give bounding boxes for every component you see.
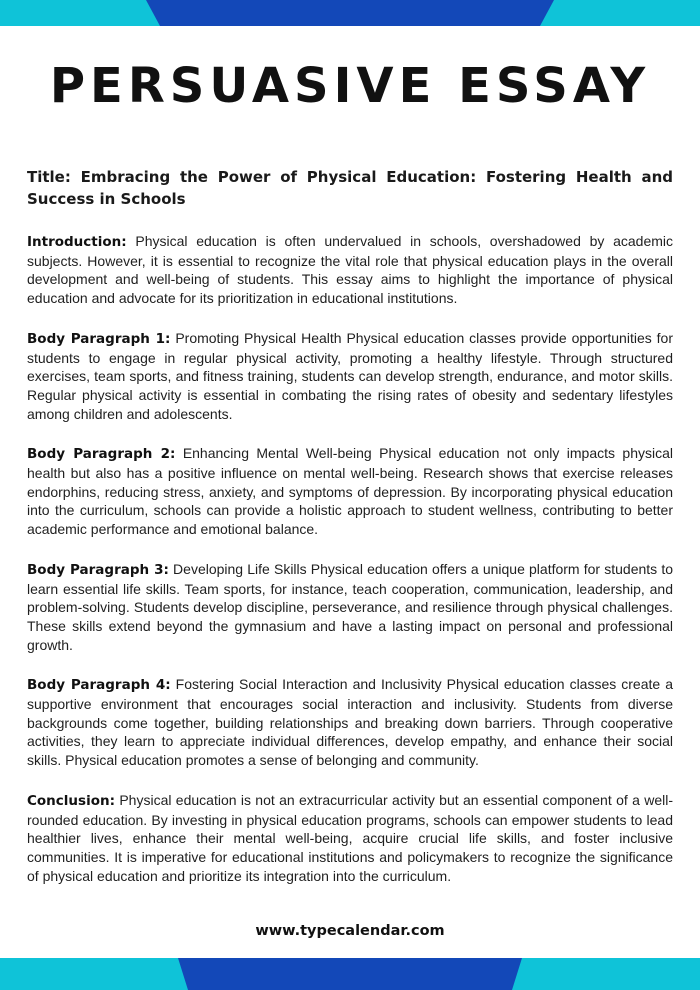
paragraph-text: Developing Life Skills Physical education offers a unique platform for students to learn essential life skills. Team sports, for instance, teach cooperation, communication, leadership, and problem-solving. Students develop discipline, perseverance, and resilience through physical challenges. These skills extend beyond the gymnasium and have a lasting impact on personal and professional growth. [27, 560, 674, 653]
paragraph-label: Body Paragraph 4: [27, 677, 171, 694]
paragraph-text: Promoting Physical Health Physical education classes provide opportunities for students to engage in regular physical activity, promoting a healthy lifestyle. Through structured exercises, team sports, and fitness training, students can develop strength, endurance, and motor skills. Regular physical activity is essential in combating the rising rates of obesity and sedentary lifestyles among children and adolescents. [27, 329, 673, 422]
paragraph-text: Enhancing Mental Well-being Physical education not only impacts physical health but also has a positive influence on mental well-being. Research shows that exercise releases endorphins, reducing stress, anxiety, and symptoms of depression. By incorporating physical education into the curriculum, schools can provide a holistic approach to student wellness, contributing to better academic performance and emotional balance. [27, 445, 673, 538]
page-title: PERSUASIVE ESSAY [49, 58, 651, 114]
essay-paragraph-introduction [27, 232, 673, 308]
paragraph-text: Fostering Social Interaction and Inclusivity Physical education classes create a supportive environment that encourages social interaction and inclusivity. Students from diverse backgrounds come together, building relationships and breaking down barriers. Through cooperative activities, they learn to appreciate individual differences, develop empathy, and enhance their social skills. Physical education promotes a sense of belonging and community. [27, 676, 673, 769]
top-band-cyan-right [540, 0, 700, 26]
top-band-blue-center [146, 0, 554, 26]
bottom-band-cyan-left [0, 958, 200, 990]
essay-paragraph-conclusion [27, 791, 673, 886]
essay-paragraph-body-1 [27, 329, 673, 424]
essay-paragraph-body-2 [27, 444, 673, 539]
bottom-band-cyan-right [500, 958, 700, 990]
essay-paragraph-body-4 [27, 675, 673, 770]
essay-content [27, 166, 673, 906]
essay-title: Title: Embracing the Power of Physical Education: Fostering Health and Success in Schools [27, 168, 673, 208]
bottom-decorative-band [0, 958, 700, 990]
paragraph-text: Physical education is often undervalued in schools, overshadowed by academic subjects. However, it is essential to recognize the vital role that physical education plays in the overall development and well-being of students. This essay aims to highlight the importance of physical education and advocate for its prioritization in educational institutions. [27, 233, 673, 307]
paragraph-label: Introduction: [27, 234, 127, 250]
top-decorative-band [0, 0, 700, 26]
footer-website-url: www.typecalendar.com [255, 923, 445, 939]
paragraph-label: Body Paragraph 1: [27, 330, 171, 347]
paragraph-text: Physical education is not an extracurricular activity but an essential component of a well-rounded education. By investing in physical education programs, schools can empower students to lead healthier lives, enhance their mental well-being, acquire crucial life skills, and foster inclusive communities. It is imperative for educational institutions and policymakers to recognize the significance of physical education and prioritize its integration into the curriculum. [27, 791, 673, 884]
paragraph-label: Conclusion: [27, 792, 115, 809]
essay-paragraph-body-3 [27, 560, 673, 655]
paragraph-label: Body Paragraph 3: [27, 561, 169, 578]
paragraph-label: Body Paragraph 2: [27, 446, 176, 463]
top-band-cyan-left [0, 0, 160, 26]
bottom-band-blue-center [178, 958, 522, 990]
